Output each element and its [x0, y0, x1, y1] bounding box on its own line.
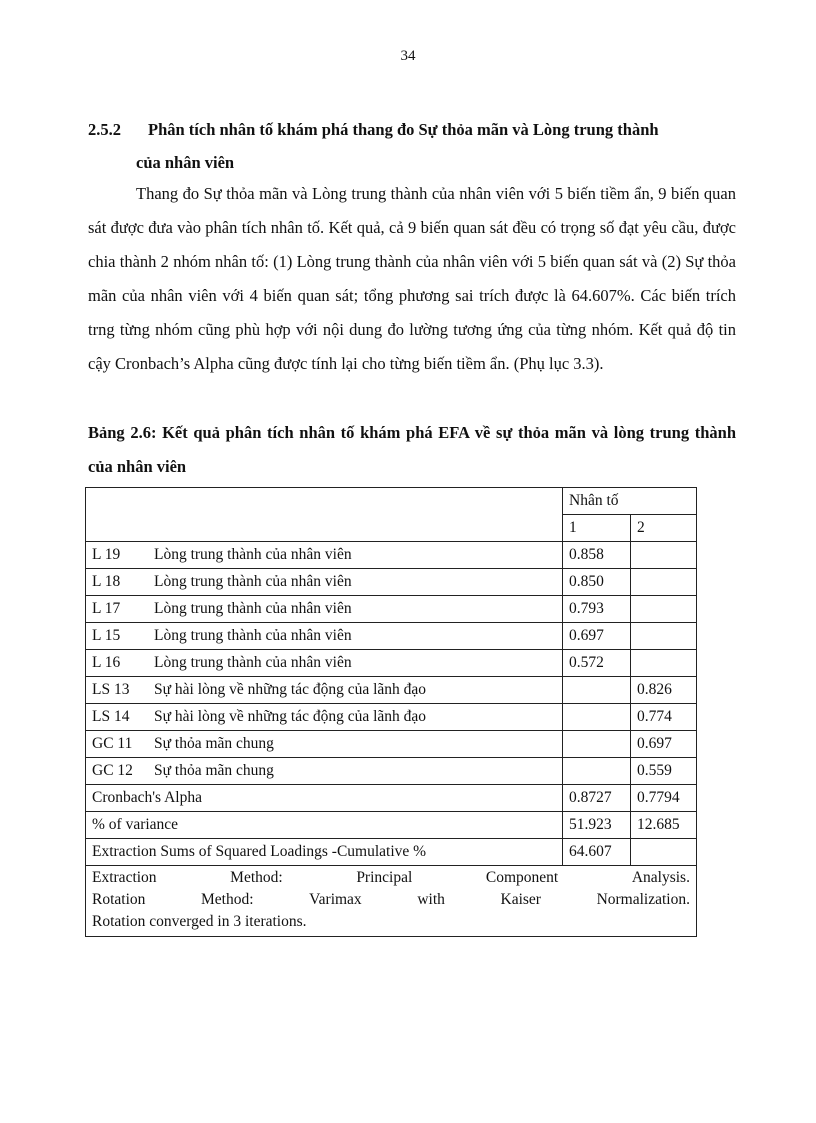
header-blank-cell	[86, 488, 563, 542]
header-row	[86, 488, 697, 515]
variable-description: Sự thỏa mãn chung	[148, 731, 563, 758]
variable-description: Lòng trung thành của nhân viên	[148, 542, 563, 569]
loading-factor-2: 0.559	[631, 758, 697, 785]
footnote-line-converged: Rotation converged in 3 iterations.	[92, 913, 307, 930]
variable-code: L 15	[86, 623, 149, 650]
factor-col-1: 1	[563, 515, 631, 542]
variable-code: L 16	[86, 650, 149, 677]
variable-code: LS 14	[86, 704, 149, 731]
loading-factor-1	[563, 677, 631, 704]
loading-factor-1	[563, 704, 631, 731]
summary-label: Extraction Sums of Squared Loadings -Cumulative %	[86, 839, 563, 866]
page-number: 34	[400, 48, 416, 64]
table-row	[86, 704, 697, 731]
loading-factor-2: 0.826	[631, 677, 697, 704]
section-title-line2: của nhân viên	[136, 153, 235, 172]
variable-description: Sự thỏa mãn chung	[148, 758, 563, 785]
loading-factor-1: 0.697	[563, 623, 631, 650]
footnote-line-extraction: Extraction Method: Principal Component Analysis.	[92, 869, 690, 886]
summary-factor-1: 51.923	[563, 812, 631, 839]
summary-label: % of variance	[86, 812, 563, 839]
loading-factor-1: 0.793	[563, 596, 631, 623]
table-row	[86, 623, 697, 650]
factor-header: Nhân tố	[563, 488, 697, 515]
variable-code: GC 11	[86, 731, 149, 758]
variable-description: Lòng trung thành của nhân viên	[148, 650, 563, 677]
summary-factor-2: 12.685	[631, 812, 697, 839]
loading-factor-2	[631, 650, 697, 677]
loading-factor-2	[631, 542, 697, 569]
paragraph-text: Thang đo Sự thỏa mãn và Lòng trung thành của nhân viên với 5 biến tiềm ẩn, 9 biến quan sát được đưa vào phân tích nhân tố. Kết quả, cả 9 biến quan sát đều có trọng số đạt yêu cầu, được chia thành 2 nhóm nhân tố: (1) Lòng trung thành của nhân viên với 5 biến quan sát và (2) Sự thỏa mãn của nhân viên với 4 biến quan sát; tổng phương sai trích được là 64.607%. Các biến trích trng từng nhóm cũng phù hợp với nội dung đo lường tương ứng của từng nhóm. Kết quả độ tin cậy Cronbach’s Alpha cũng được tính lại cho từng biến tiềm ẩn. (Phụ lục 3.3).	[88, 184, 736, 373]
table-row	[86, 677, 697, 704]
loading-factor-2	[631, 596, 697, 623]
table-row	[86, 542, 697, 569]
variable-description: Lòng trung thành của nhân viên	[148, 596, 563, 623]
summary-factor-1: 0.8727	[563, 785, 631, 812]
table-row	[86, 650, 697, 677]
table-footnote	[86, 866, 697, 937]
variable-code: L 18	[86, 569, 149, 596]
variable-code: GC 12	[86, 758, 149, 785]
table-row	[86, 731, 697, 758]
section-number: 2.5.2	[88, 120, 121, 139]
table-row	[86, 596, 697, 623]
loading-factor-1: 0.858	[563, 542, 631, 569]
factor-col-2: 2	[631, 515, 697, 542]
loading-factor-1	[563, 758, 631, 785]
variable-code: L 17	[86, 596, 149, 623]
variable-description: Lòng trung thành của nhân viên	[148, 569, 563, 596]
summary-row-cronbach-alpha	[86, 785, 697, 812]
summary-row-variance	[86, 812, 697, 839]
summary-factor-2	[631, 839, 697, 866]
summary-factor-1: 64.607	[563, 839, 631, 866]
section-title-line1: Phân tích nhân tố khám phá thang đo Sự thỏa mãn và Lòng trung thành	[148, 120, 659, 139]
loading-factor-2	[631, 569, 697, 596]
summary-factor-2: 0.7794	[631, 785, 697, 812]
variable-code: L 19	[86, 542, 149, 569]
table-row	[86, 569, 697, 596]
section-heading	[88, 113, 738, 179]
table-row	[86, 758, 697, 785]
loading-factor-1: 0.850	[563, 569, 631, 596]
loading-factor-1: 0.572	[563, 650, 631, 677]
variable-description: Sự hài lòng về những tác động của lãnh đạo	[148, 704, 563, 731]
footnote-row	[86, 866, 697, 937]
variable-code: LS 13	[86, 677, 149, 704]
summary-label: Cronbach's Alpha	[86, 785, 563, 812]
loading-factor-2: 0.697	[631, 731, 697, 758]
body-paragraph	[88, 177, 736, 381]
loading-factor-2: 0.774	[631, 704, 697, 731]
loading-factor-2	[631, 623, 697, 650]
summary-row-cumulative	[86, 839, 697, 866]
loading-factor-1	[563, 731, 631, 758]
efa-results-table	[85, 487, 697, 937]
variable-description: Sự hài lòng về những tác động của lãnh đạo	[148, 677, 563, 704]
footnote-line-rotation: Rotation Method: Varimax with Kaiser Normalization.	[92, 891, 690, 908]
variable-description: Lòng trung thành của nhân viên	[148, 623, 563, 650]
table-caption: Bảng 2.6: Kết quả phân tích nhân tố khám phá EFA về sự thỏa mãn và lòng trung thành của nhân viên	[88, 423, 736, 476]
